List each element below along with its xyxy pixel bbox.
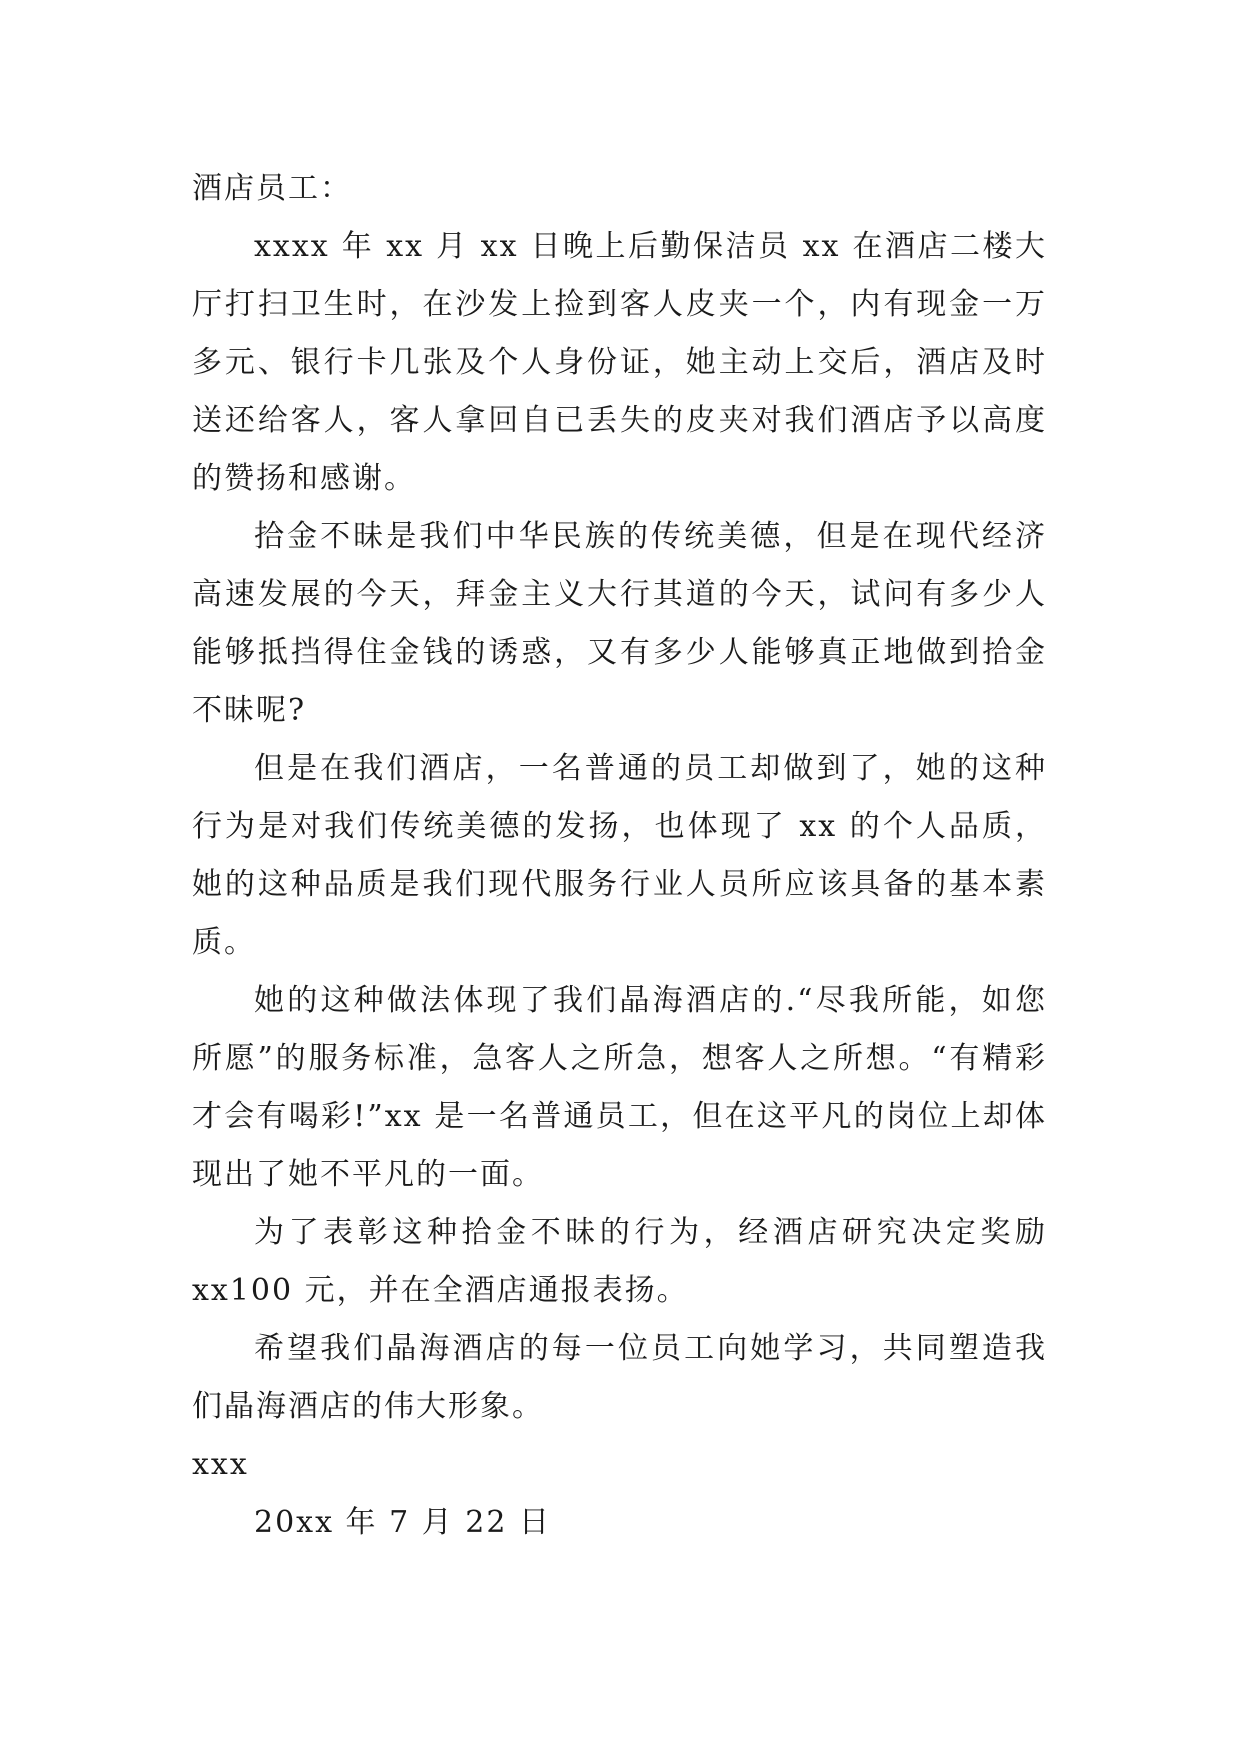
document-body xyxy=(192,160,1047,1552)
paragraph-2: 拾金不昧是我们中华民族的传统美德，但是在现代经济高速发展的今天，拜金主义大行其道的今天，试问有多少人能够抵挡得住金钱的诱惑，又有多少人能够真正地做到拾金不昧呢? xyxy=(192,519,1047,728)
paragraph-5: 为了表彰这种拾金不昧的行为，经酒店研究决定奖励 xx100 元，并在全酒店通报表扬。 xyxy=(192,1215,1047,1308)
signature-date: 20xx 年 7 月 22 日 xyxy=(254,1505,551,1540)
paragraph-4: 她的这种做法体现了我们晶海酒店的.“尽我所能，如您所愿”的服务标准，急客人之所急，想客人之所想。“有精彩才会有喝彩!”xx 是一名普通员工，但在这平凡的岗位上却体现出了她不平凡的一面。 xyxy=(192,983,1047,1192)
paragraph-3: 但是在我们酒店，一名普通的员工却做到了，她的这种行为是对我们传统美德的发扬，也体现了 xx 的个人品质，她的这种品质是我们现代服务行业人员所应该具备的基本素质。 xyxy=(192,751,1047,960)
salutation: 酒店员工： xyxy=(192,171,352,206)
signer-name: xxx xyxy=(192,1447,249,1482)
paragraph-1: xxxx 年 xx 月 xx 日晚上后勤保洁员 xx 在酒店二楼大厅打扫卫生时，在沙发上捡到客人皮夹一个，内有现金一万多元、银行卡几张及个人身份证，她主动上交后，酒店及时送还给客人，客人拿回自已丢失的皮夹对我们酒店予以高度的赞扬和感谢。 xyxy=(192,229,1047,496)
paragraph-6: 希望我们晶海酒店的每一位员工向她学习，共同塑造我们晶海酒店的伟大形象。 xyxy=(192,1331,1047,1424)
